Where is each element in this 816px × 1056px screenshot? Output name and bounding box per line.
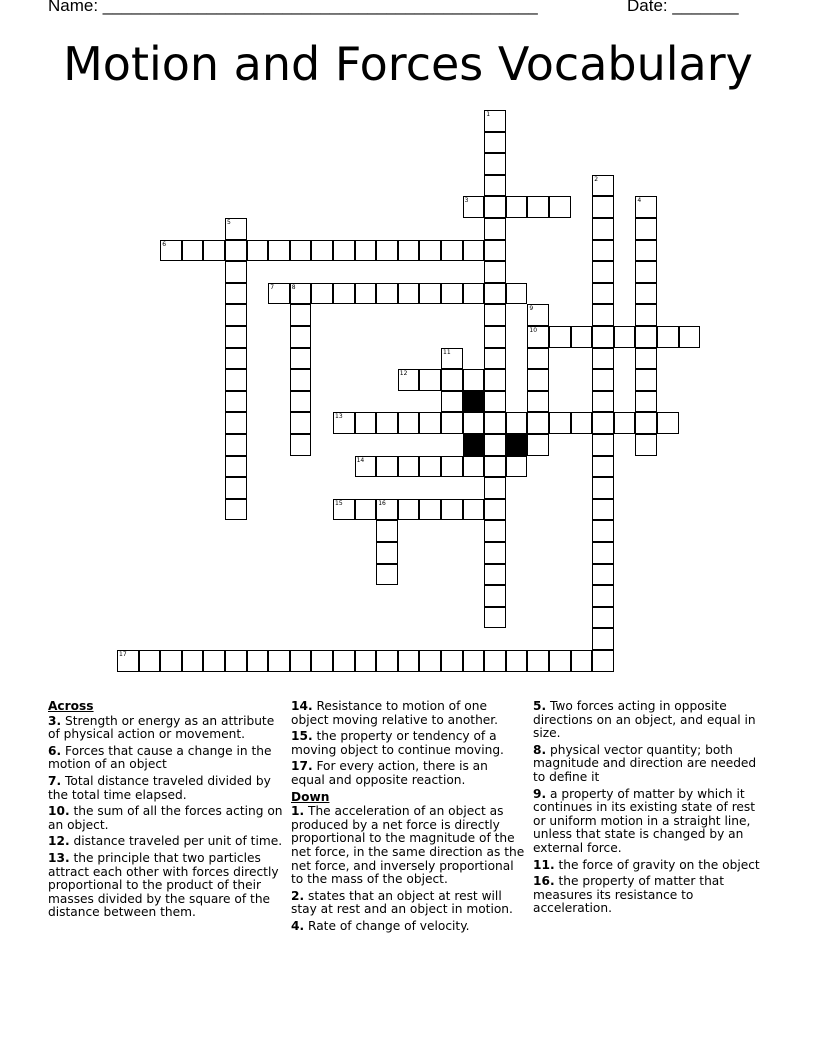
grid-cell[interactable]: [592, 304, 614, 326]
grid-cell[interactable]: [247, 240, 269, 262]
grid-cell[interactable]: [484, 369, 506, 391]
name-field[interactable]: Name: ______________________________________________: [48, 0, 538, 15]
clue-number: 12.: [48, 834, 70, 849]
clues-column-2: [291, 700, 525, 937]
grid-cell[interactable]: [484, 564, 506, 586]
grid-cell[interactable]: [527, 391, 549, 413]
clue-number-label: 1: [486, 111, 491, 118]
grid-cell[interactable]: [376, 456, 398, 478]
grid-cell[interactable]: [484, 456, 506, 478]
grid-cell[interactable]: [355, 283, 377, 305]
grid-cell[interactable]: [592, 261, 614, 283]
grid-cell[interactable]: [592, 348, 614, 370]
grid-cell[interactable]: [592, 412, 614, 434]
grid-cell[interactable]: [398, 499, 420, 521]
grid-cell[interactable]: [484, 196, 506, 218]
grid-cell[interactable]: [376, 542, 398, 564]
grid-cell[interactable]: [571, 412, 593, 434]
grid-cell[interactable]: [463, 196, 485, 218]
grid-cell[interactable]: [225, 434, 247, 456]
clue-down-11: [533, 859, 769, 873]
grid-cell[interactable]: [484, 412, 506, 434]
grid-cell[interactable]: [527, 369, 549, 391]
clue-number-label: 13: [335, 413, 343, 421]
grid-cell[interactable]: [484, 240, 506, 262]
grid-cell[interactable]: [290, 412, 312, 434]
clues-column-1: [48, 700, 284, 923]
clue-number: 5.: [533, 699, 547, 713]
grid-cell[interactable]: [225, 477, 247, 499]
grid-cell[interactable]: [527, 434, 549, 456]
clue-number-label: 3: [464, 197, 469, 205]
grid-cell[interactable]: [484, 304, 506, 326]
grid-cell[interactable]: [290, 434, 312, 456]
clue-text: the property or tendency of a moving object to continue moving.: [291, 729, 504, 757]
clue-number-label: 11: [443, 348, 451, 356]
clue-text: Total distance traveled divided by the total time elapsed.: [48, 773, 271, 802]
clue-number-label: 12: [399, 370, 408, 378]
clue-number: 14.: [291, 699, 313, 713]
grid-cell[interactable]: [592, 240, 614, 262]
grid-cell[interactable]: [290, 240, 312, 262]
grid-cell[interactable]: [333, 412, 355, 434]
grid-cell[interactable]: [355, 650, 377, 672]
grid-cell[interactable]: [592, 499, 614, 521]
grid-cell-blocked: [506, 434, 528, 456]
grid-cell[interactable]: [549, 196, 571, 218]
grid-cell[interactable]: [333, 283, 355, 305]
grid-cell[interactable]: [441, 283, 463, 305]
clue-down-4: [291, 920, 525, 934]
grid-cell[interactable]: [441, 348, 463, 370]
grid-cell[interactable]: [614, 326, 636, 348]
grid-cell[interactable]: [484, 477, 506, 499]
grid-cell[interactable]: [506, 196, 528, 218]
clue-number: 15.: [291, 729, 313, 744]
grid-cell[interactable]: [527, 304, 549, 326]
grid-cell[interactable]: [549, 412, 571, 434]
grid-cell-blocked: [463, 434, 485, 456]
grid-cell[interactable]: [635, 326, 657, 348]
grid-cell[interactable]: [376, 499, 398, 521]
clue-text: Forces that cause a change in the motion of an object: [48, 743, 272, 772]
grid-cell[interactable]: [679, 326, 701, 348]
grid-cell[interactable]: [419, 369, 441, 391]
grid-cell[interactable]: [398, 412, 420, 434]
grid-cell[interactable]: [117, 650, 139, 672]
grid-cell[interactable]: [657, 326, 679, 348]
grid-cell[interactable]: [592, 585, 614, 607]
grid-cell[interactable]: [225, 650, 247, 672]
grid-cell[interactable]: [592, 650, 614, 672]
clue-number-label: 5: [227, 219, 231, 226]
grid-cell[interactable]: [635, 348, 657, 370]
grid-cell[interactable]: [484, 520, 506, 542]
clue-text: states that an object at rest will stay at rest and an object in motion.: [291, 888, 513, 917]
grid-cell[interactable]: [268, 240, 290, 262]
grid-cell[interactable]: [225, 412, 247, 434]
grid-cell[interactable]: [376, 412, 398, 434]
grid-cell[interactable]: [592, 564, 614, 586]
grid-cell[interactable]: [484, 542, 506, 564]
clue-text: distance traveled per unit of time.: [73, 834, 283, 849]
grid-cell[interactable]: [635, 196, 657, 218]
grid-cell[interactable]: [441, 412, 463, 434]
grid-cell[interactable]: [225, 304, 247, 326]
grid-cell[interactable]: [484, 391, 506, 413]
clue-number: 6.: [48, 743, 62, 758]
clue-across-10: [48, 805, 284, 832]
grid-cell[interactable]: [225, 218, 247, 240]
grid-cell[interactable]: [463, 283, 485, 305]
grid-cell[interactable]: [225, 391, 247, 413]
grid-cell[interactable]: [592, 369, 614, 391]
grid-cell[interactable]: [635, 218, 657, 240]
clue-number: 7.: [48, 773, 62, 788]
grid-cell[interactable]: [398, 456, 420, 478]
clue-number: 4.: [291, 918, 305, 933]
grid-cell[interactable]: [355, 412, 377, 434]
grid-cell[interactable]: [484, 348, 506, 370]
grid-cell[interactable]: [484, 650, 506, 672]
grid-cell[interactable]: [355, 499, 377, 521]
clue-down-5: [533, 700, 769, 741]
grid-cell[interactable]: [571, 650, 593, 672]
grid-cell[interactable]: [592, 391, 614, 413]
grid-cell[interactable]: [419, 650, 441, 672]
grid-cell[interactable]: [290, 391, 312, 413]
grid-cell[interactable]: [225, 456, 247, 478]
grid-cell-blocked: [463, 391, 485, 413]
grid-cell[interactable]: [463, 499, 485, 521]
grid-cell[interactable]: [506, 650, 528, 672]
clue-across-15: [291, 730, 525, 757]
grid-cell[interactable]: [527, 326, 549, 348]
clue-number: 11.: [533, 857, 555, 872]
grid-cell[interactable]: [290, 326, 312, 348]
clue-down-1: [291, 805, 525, 887]
grid-cell[interactable]: [549, 326, 571, 348]
grid-cell[interactable]: [506, 456, 528, 478]
clue-text: the property of matter that measures its resistance to acceleration.: [533, 874, 725, 916]
clue-number-label: 7: [270, 283, 275, 291]
clue-down-8: [533, 744, 769, 785]
grid-cell[interactable]: [592, 542, 614, 564]
grid-cell[interactable]: [376, 564, 398, 586]
grid-cell[interactable]: [311, 240, 333, 262]
grid-cell[interactable]: [398, 650, 420, 672]
clue-text: the principle that two particles attract each other with forces directly proportional to the product of their masses divided by the square of the distance between them.: [48, 850, 279, 920]
clue-down-2: [291, 890, 525, 917]
grid-cell[interactable]: [592, 520, 614, 542]
clue-across-14: [291, 700, 525, 727]
clue-number: 1.: [291, 804, 305, 819]
grid-cell[interactable]: [592, 607, 614, 629]
grid-cell[interactable]: [506, 412, 528, 434]
clue-number-label: 16: [378, 499, 386, 507]
grid-cell[interactable]: [290, 348, 312, 370]
grid-cell[interactable]: [290, 369, 312, 391]
grid-cell[interactable]: [160, 650, 182, 672]
grid-cell[interactable]: [463, 240, 485, 262]
grid-cell[interactable]: [635, 304, 657, 326]
clue-number-label: 2: [594, 175, 599, 183]
grid-cell[interactable]: [549, 650, 571, 672]
clues-column-3: [533, 700, 769, 919]
grid-cell[interactable]: [203, 240, 225, 262]
grid-cell[interactable]: [484, 434, 506, 456]
grid-cell[interactable]: [484, 261, 506, 283]
grid-cell[interactable]: [182, 240, 204, 262]
grid-cell[interactable]: [635, 369, 657, 391]
grid-cell[interactable]: [419, 456, 441, 478]
clue-number: 3.: [48, 713, 62, 728]
grid-cell[interactable]: [592, 434, 614, 456]
grid-cell[interactable]: [484, 326, 506, 348]
grid-cell[interactable]: [614, 412, 636, 434]
grid-cell[interactable]: [419, 240, 441, 262]
grid-cell[interactable]: [635, 240, 657, 262]
grid-cell[interactable]: [225, 369, 247, 391]
grid-cell[interactable]: [225, 348, 247, 370]
clue-number: 9.: [533, 786, 547, 801]
grid-cell[interactable]: [527, 196, 549, 218]
grid-cell[interactable]: [160, 240, 182, 262]
clue-text: Rate of change of velocity.: [308, 918, 470, 933]
grid-cell[interactable]: [506, 283, 528, 305]
grid-cell[interactable]: [376, 283, 398, 305]
clue-text: Strength or energy as an attribute of physical action or movement.: [48, 713, 275, 742]
clue-number: 10.: [48, 804, 70, 819]
clue-number-label: 6: [162, 240, 167, 248]
grid-cell[interactable]: [592, 283, 614, 305]
clue-text: physical vector quantity; both magnitude and direction are needed to define it: [533, 742, 757, 784]
clue-across-12: [48, 835, 284, 849]
grid-cell[interactable]: [441, 240, 463, 262]
grid-cell[interactable]: [592, 628, 614, 650]
grid-cell[interactable]: [333, 240, 355, 262]
grid-cell[interactable]: [376, 240, 398, 262]
clue-text: the sum of all the forces acting on an object.: [48, 804, 283, 832]
grid-cell[interactable]: [419, 412, 441, 434]
clue-number: 17.: [291, 759, 313, 774]
down-heading: Down: [291, 789, 330, 804]
grid-cell[interactable]: [484, 110, 506, 132]
clue-text: For every action, there is an equal and opposite reaction.: [291, 759, 488, 787]
clue-down-9: [533, 788, 769, 856]
grid-cell[interactable]: [527, 650, 549, 672]
clue-number-label: 17: [119, 651, 127, 658]
grid-cell[interactable]: [441, 391, 463, 413]
clue-text: Two forces acting in opposite directions on an object, and equal in size.: [533, 699, 756, 741]
grid-cell[interactable]: [463, 369, 485, 391]
grid-cell[interactable]: [290, 650, 312, 672]
grid-cell[interactable]: [398, 240, 420, 262]
grid-cell[interactable]: [592, 196, 614, 218]
grid-cell[interactable]: [333, 499, 355, 521]
grid-cell[interactable]: [484, 499, 506, 521]
grid-cell[interactable]: [657, 412, 679, 434]
grid-cell[interactable]: [441, 499, 463, 521]
clue-number: 13.: [48, 850, 70, 865]
clue-number-label: 10: [529, 327, 538, 334]
grid-cell[interactable]: [592, 456, 614, 478]
grid-cell[interactable]: [484, 132, 506, 154]
clue-number-label: 4: [637, 197, 642, 205]
grid-cell[interactable]: [225, 283, 247, 305]
clue-number: 2.: [291, 888, 305, 903]
grid-cell[interactable]: [290, 304, 312, 326]
grid-cell[interactable]: [311, 283, 333, 305]
clue-across-3: [48, 715, 284, 742]
grid-cell[interactable]: [441, 369, 463, 391]
grid-cell[interactable]: [635, 412, 657, 434]
date-field[interactable]: Date: _______: [627, 0, 739, 15]
grid-cell[interactable]: [592, 326, 614, 348]
across-heading: Across: [48, 699, 94, 713]
grid-cell[interactable]: [635, 434, 657, 456]
grid-cell[interactable]: [484, 218, 506, 240]
grid-cell[interactable]: [225, 240, 247, 262]
grid-cell[interactable]: [419, 499, 441, 521]
clue-text: Resistance to motion of one object moving relative to another.: [291, 699, 499, 727]
clue-text: a property of matter by which it continues in its existing state of rest or uniform motion in a straight line, unless that state is changed by an external force.: [533, 786, 756, 855]
grid-cell[interactable]: [592, 477, 614, 499]
grid-cell[interactable]: [398, 369, 420, 391]
grid-cell[interactable]: [635, 261, 657, 283]
clue-number: 16.: [533, 874, 555, 889]
grid-cell[interactable]: [484, 607, 506, 629]
grid-cell[interactable]: [225, 499, 247, 521]
grid-cell[interactable]: [527, 348, 549, 370]
clue-number-label: 14: [356, 456, 365, 464]
grid-cell[interactable]: [203, 650, 225, 672]
grid-cell[interactable]: [268, 650, 290, 672]
grid-cell[interactable]: [484, 283, 506, 305]
grid-cell[interactable]: [635, 391, 657, 413]
grid-cell[interactable]: [484, 153, 506, 175]
grid-cell[interactable]: [592, 218, 614, 240]
grid-cell[interactable]: [441, 650, 463, 672]
clue-across-6: [48, 745, 284, 772]
grid-cell[interactable]: [247, 650, 269, 672]
clue-across-13: [48, 852, 284, 920]
grid-cell[interactable]: [290, 283, 312, 305]
grid-cell[interactable]: [182, 650, 204, 672]
grid-cell[interactable]: [463, 650, 485, 672]
clue-text: the force of gravity on the object: [558, 857, 760, 872]
grid-cell[interactable]: [484, 585, 506, 607]
grid-cell[interactable]: [268, 283, 290, 305]
grid-cell[interactable]: [225, 261, 247, 283]
grid-cell[interactable]: [463, 456, 485, 478]
grid-cell[interactable]: [635, 283, 657, 305]
grid-cell[interactable]: [139, 650, 161, 672]
grid-cell[interactable]: [225, 326, 247, 348]
grid-cell[interactable]: [441, 456, 463, 478]
clue-text: The acceleration of an object as produced by a net force is directly proportional to the magnitude of the net force, in the same direction as the net force, and inversely proportional to the mass of the object.: [291, 804, 525, 887]
clue-number: 8.: [533, 742, 547, 757]
grid-cell[interactable]: [333, 650, 355, 672]
clue-down-16: [533, 875, 769, 916]
grid-cell[interactable]: [355, 240, 377, 262]
page-title: Motion and Forces Vocabulary: [63, 37, 753, 91]
clue-across-17: [291, 760, 525, 787]
clue-number-label: 8: [291, 283, 296, 291]
grid-cell[interactable]: [376, 520, 398, 542]
grid-cell[interactable]: [419, 283, 441, 305]
grid-cell[interactable]: [355, 456, 377, 478]
grid-cell[interactable]: [484, 175, 506, 197]
grid-cell[interactable]: [376, 650, 398, 672]
grid-cell[interactable]: [398, 283, 420, 305]
grid-cell[interactable]: [311, 650, 333, 672]
grid-cell[interactable]: [463, 412, 485, 434]
grid-cell[interactable]: [571, 326, 593, 348]
grid-cell[interactable]: [527, 412, 549, 434]
clue-across-7: [48, 775, 284, 802]
grid-cell[interactable]: [592, 175, 614, 197]
clue-number-label: 15: [335, 499, 343, 507]
clue-number-label: 9: [529, 305, 534, 313]
